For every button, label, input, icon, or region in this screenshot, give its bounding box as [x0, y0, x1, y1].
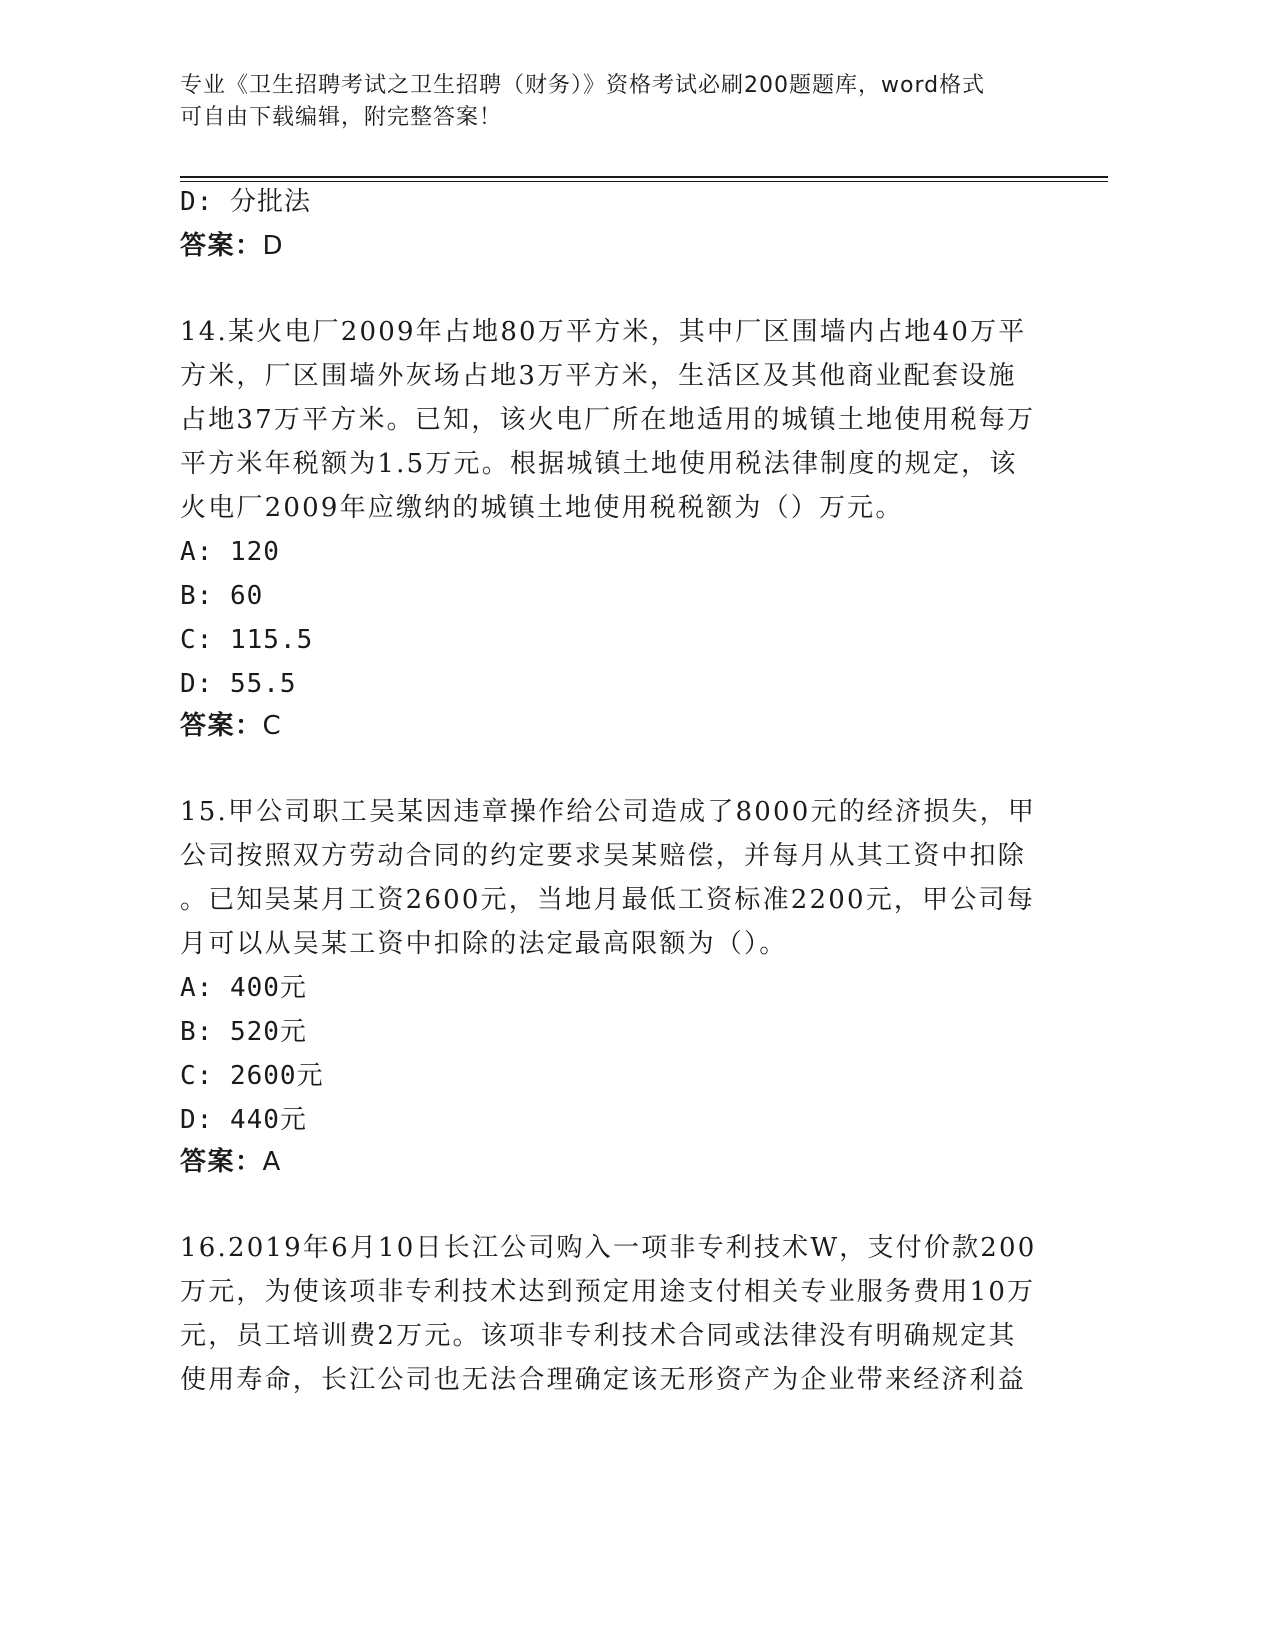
header-line-1: 专业《卫生招聘考试之卫生招聘（财务）》资格考试必刷200题题库，word格式: [180, 73, 986, 98]
answer-label: 答案：: [180, 711, 263, 741]
q15-option-a: A: 400元: [180, 973, 307, 1003]
header-line-2: 可自由下载编辑，附完整答案！: [180, 105, 503, 130]
q15-line-4: 月可以从吴某工资中扣除的法定最高限额为（）。: [180, 929, 788, 959]
q16-line-4: 使用寿命，长江公司也无法合理确定该无形资产为企业带来经济利益: [180, 1365, 1027, 1395]
q14-option-a: A: 120: [180, 537, 280, 567]
q15-option-c: C: 2600元: [180, 1061, 324, 1091]
q16-line-2: 万元，为使该项非专利技术达到预定用途支付相关专业服务费用10万: [180, 1277, 1036, 1307]
prev-answer: [180, 224, 284, 268]
q15-line-1: 15.甲公司职工吴某因违章操作给公司造成了8000元的经济损失，甲: [180, 797, 1037, 827]
q15-answer: [180, 1140, 282, 1184]
q14-option-b: B: 60: [180, 581, 264, 611]
q14-line-5: 火电厂2009年应缴纳的城镇土地使用税税额为（）万元。: [180, 493, 904, 523]
q15-line-2: 公司按照双方劳动合同的约定要求吴某赔偿，并每月从其工资中扣除: [180, 841, 1027, 871]
q16-line-3: 元，员工培训费2万元。该项非专利技术合同或法律没有明确规定其: [180, 1321, 1017, 1351]
q16-line-1: 16.2019年6月10日长江公司购入一项非专利技术W，支付价款200: [180, 1233, 1037, 1263]
page-header: [180, 70, 1050, 134]
q15-line-3: 。已知吴某月工资2600元，当地月最低工资标准2200元，甲公司每: [180, 885, 1035, 915]
header-divider-thick: [180, 176, 1108, 178]
q14-line-1: 14.某火电厂2009年占地80万平方米，其中厂区围墙内占地40万平: [180, 317, 1027, 347]
answer-value: C: [262, 711, 283, 741]
q14-answer: [180, 704, 282, 748]
q14-option-d: D: 55.5: [180, 669, 297, 699]
q14-line-2: 方米，厂区围墙外灰场占地3万平方米，生活区及其他商业配套设施: [180, 361, 1017, 391]
q15-option-b: B: 520元: [180, 1017, 307, 1047]
q14-line-3: 占地37万平方米。已知，该火电厂所在地适用的城镇土地使用税每万: [180, 405, 1036, 435]
q14-line-4: 平方米年税额为1.5万元。根据城镇土地使用税法律制度的规定，该: [180, 449, 1018, 479]
q14-option-c: C: 115.5: [180, 625, 314, 655]
q15-option-d: D: 440元: [180, 1105, 307, 1135]
answer-label: 答案：: [180, 1147, 263, 1177]
prev-option-d: D: 分批法: [180, 187, 311, 217]
header-divider-thin: [180, 181, 1108, 182]
answer-value: D: [262, 231, 285, 261]
answer-value: A: [262, 1147, 282, 1177]
answer-label: 答案：: [180, 231, 263, 261]
